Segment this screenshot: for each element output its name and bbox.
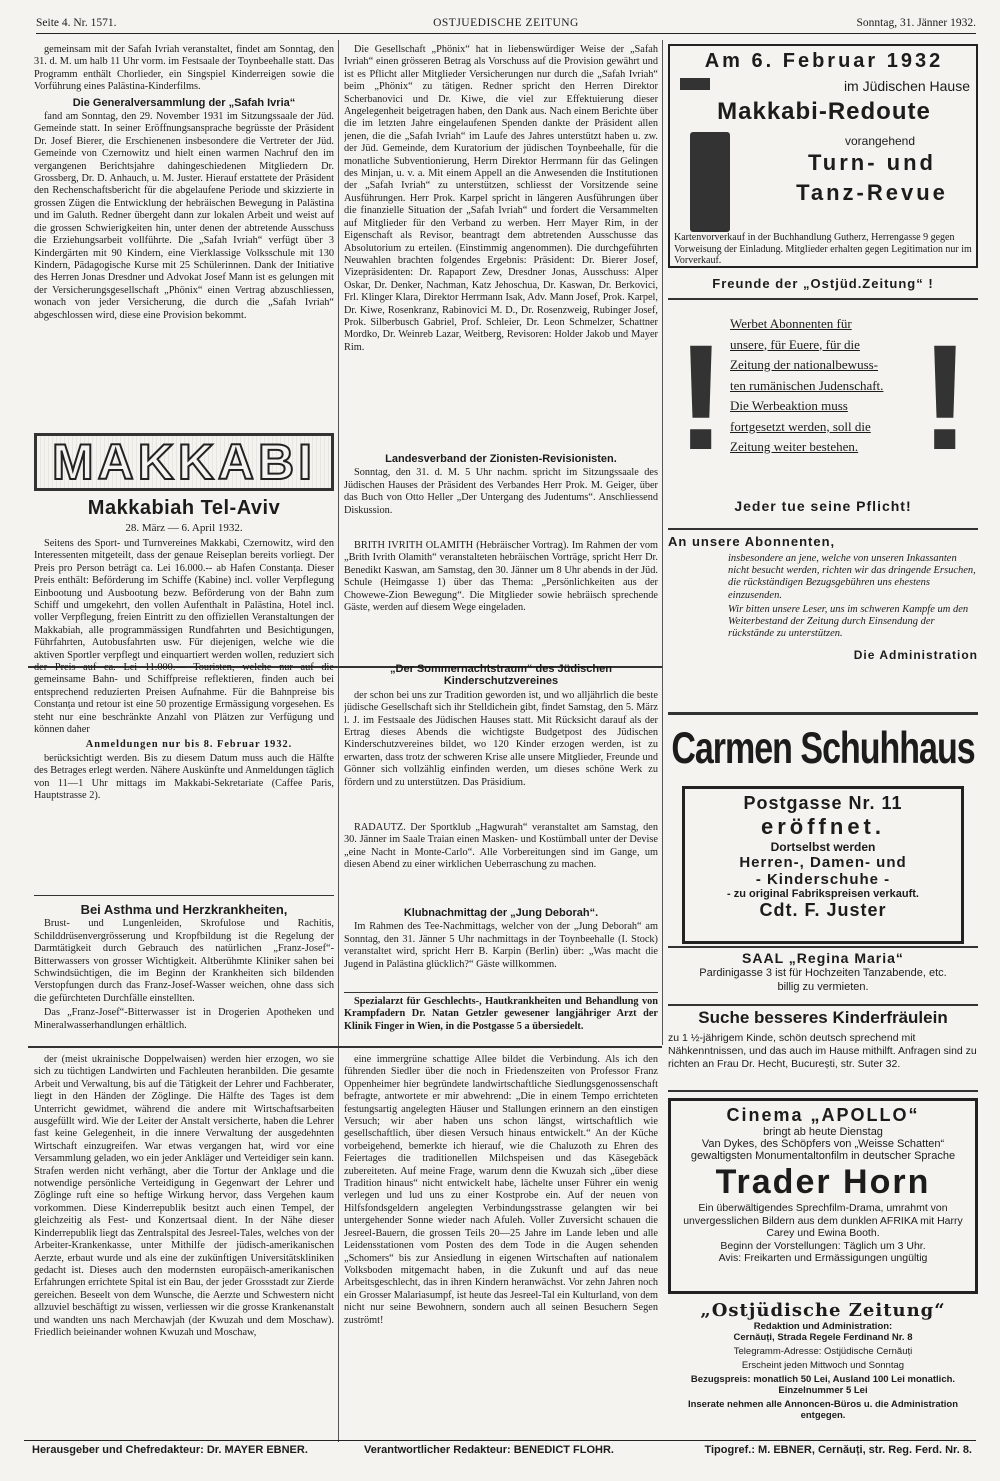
abonnenten-notice	[668, 534, 978, 712]
redoute-turn: Turn- und	[808, 150, 936, 175]
redoute-title: Makkabi-Redoute	[717, 98, 931, 125]
article-heading: Landesverband der Zionisten-Revisionisten.	[385, 453, 617, 465]
article-text: der schon bei uns zur Tradition geworden ist, und wo alljährlich die beste jüdische Gesellschaft sich ihr Stelldichein gibt, findet Samstag, den 5. März l. J. im Festsaale des Jüdischen Hauses statt. Mit Rücksicht darauf als der Ertrag dieses Abends die wichtigste Budgetpost des Jüdischen Kinderschutzvereines bildet, wo 120 Kinder erzogen werden, ist zu erwarten, dass trotz der schweren Krise alle unsere Mitglieder, Freunde und Gönner sich vollzählig einfinden werden, um dieses schöne Werk zu fördern und zu unterstützen. Das Präsidium.	[344, 689, 658, 788]
saal-text: Pardinigasse 3 ist für Hochzeiten Tanzabende, etc. billig zu vermieten.	[699, 967, 947, 993]
werbet-text	[730, 314, 920, 458]
carmen-schuhhaus-advert	[668, 720, 978, 946]
column-1-makkabiah	[34, 538, 334, 892]
article-heading: Klubnachmittag der „Jung Deborah“.	[403, 907, 599, 919]
carmen-line: Dortselbst werden	[770, 840, 876, 854]
section-rule	[668, 1004, 978, 1006]
editor-credit: Verantwortlicher Redakteur: BENEDICT FLOHR.	[364, 1444, 614, 1456]
article-text: berücksichtigt werden. Bis zu diesem Datum muss auch die Hälfte des Betrages erlegt werden. Nähere Auskünfte und Anmeldungen täglich von 11—1 Uhr mittags im Makkabi-Sekretariate (Caffee Paris, Hauptstrasse 2).	[34, 752, 334, 802]
section-rule	[668, 528, 978, 530]
advert-text: Brust- und Lungenleiden, Skrofulose und Rachitis, Schilddrüsenvergrösserung und Kropfbildung ist die Regelung der Darmtätigkeit durch Gebrauch des natürlichen „Franz-Josef“-Bitterwassers von grosser Wichtigkeit. Altberühmte Kliniker sahen bei Schwindsüchtigen, die im Beginn der Krankheiten sich bildenden Verstopfungen durch das Franz-Josef-Wasser weichen, ohne dass sich die gefürchteten Durchfälle einstellten.	[34, 918, 334, 1004]
advert-text: Spezialarzt für Geschlechts-, Hautkrankheiten und Behandlung von Krampfadern Dr. Natan Getzler gewesener langjähriger Arzt der Klinik Finger in Wien, in die Postgasse 5 a übersiedelt.	[344, 996, 658, 1032]
abo-heading: An unsere Abonnenten,	[668, 534, 836, 549]
page-number: Seite 4. Nr. 1571.	[36, 17, 117, 29]
cinema-line: Avis: Freikarten und Ermässigungen ungültig	[718, 1251, 928, 1264]
section-rule	[34, 895, 334, 896]
carmen-opened: eröffnet.	[761, 814, 885, 839]
article-text: der (meist ukrainische Doppelwaisen) werden hier erzogen, wo sie sich zu tüchtigen Landwirten und Fachleuten heranbilden. Die gesamte Arbeit und Verwaltung, bis auf die Tätigkeit der Lehrer und Fachberater, liegt in den Händen der Zöglinge. Die Hälfte des Tages ist dem Unterricht gewidmet, während die andere mit Wirtschaftsarbeiten ausgefüllt wird. Wie der Leiter der Anstalt versicherte, haben die Lehrer fast keine Gelegenheit, in die innere Verwaltung der ausgedehnten Wirtschaft einzugreifen. War etwas vergangen hat, wird vor eine Versammlung geladen, wo ein jeder Ankläger und Verteidiger sein kann. Strafen werden nicht verhängt, aber die Tortur der Anklage und die notwendige persönliche Verteidigung in Gegenwart der Lehrer und Zöglinge ruft eine so heftige Wirkung hervor, dass Vergehen kaum vorkommen. Diese Kinderrepublik besitzt auch einen Tempel, der gleichzeitig als Fest- und Konzertsaal dient. In der Nähe dieser Kinderrepublik liegt das Zentralspital des Jesreel-Tales, welches von der Arbeiter-Krankenkasse, unter Mithilfe der jüdisch-amerikanischen Aerzte, erbaut wurde und als eine der zukünftigen Universitätskliniken gedacht ist. Dieses auch den modernsten europäisch-amerikanischen Erfahrungen errichtete Spital ist ein Bau, der jeder Grossstadt zur Zierde gereichen. Beseelt von dem Wunsche, die Aerzte und Schwestern nicht allzuviel beschäftigt zu wissen, verliessen wir die grosse Krankenanstalt und wandten uns nach Merchawjah (der Kwuzah und dem Moschaw). Friedlich beieinander wohnen Kwuzah und Moschaw,	[34, 1054, 334, 1338]
article-text: RADAUTZ. Der Sportklub „Hagwurah“ veranstaltet am Samstag, den 30. Jänner im Saale Traian einen Masken- und Kostümball unter der Devise „eine Nacht in Monte-Carlo“. Alle Vorbereitungen sind im Gange, um diesen Abend zu einer wirklichen Ueberraschung zu machen.	[344, 822, 658, 871]
running-header	[36, 14, 976, 34]
carmen-title: Carmen Schuhhaus	[671, 724, 975, 774]
werbet-line: Zeitung weiter bestehen.	[730, 439, 859, 454]
article-text: Sonntag, den 31. d. M. 5 Uhr nachm. spricht im Sitzungssaale des Jüdischen Hauses der Präsident des Verbandes Herr Prok. M. Geiger, über das Buch von Otto Heller „Der Untergang des Judentums“. Anschliessend Diskussion.	[344, 467, 658, 516]
freunde-heading: Freunde der „Ostjüd.Zeitung“ !	[712, 276, 934, 291]
werbet-advert	[668, 304, 978, 528]
carmen-line: - zu original Fabrikspreisen verkauft.	[727, 888, 919, 900]
registration-deadline: Anmeldungen nur bis 8. Februar 1932.	[85, 738, 293, 750]
publisher-credit: Herausgeber und Chefredakteur: Dr. MAYER EBNER.	[32, 1444, 308, 1456]
makkabi-logo: MAKKABI	[34, 433, 334, 491]
landesverband-article	[344, 450, 658, 536]
article-text: Im Rahmen des Tee-Nachmittags, welcher von der „Jung Deborah“ am Sonntag, den 31. Jänner 5 Uhr nachmittags in der Toynbeehalle (I. Stock) veranstaltet wird, spricht Herr B. Karpin (Berlin) über: „Was macht die Jugend in Palästina glücklich?“ Gäste willkommen.	[344, 921, 658, 970]
article-text: fand am Sonntag, den 29. November 1931 im Sitzungssaale der Jüd. Gemeinde statt. In seiner Eröffnungsansprache begrüsste der Präsident Dr. Josef Bierer, die Erschienenen insbesondere die Vertreter der Jüd. Gemeinde von Czernowitz und hielt einen warmen Nachruf den im vergangenen Berichtsjahre dahingeschiedenen Mitgliedern Dr. Grossberg, Dr. D. Anhauch, u. M. Juster. Hierauf erstattete der Präsident den Rechenschaftsbericht für die abgelaufene Periode und skizzierte in grossen Zügen die Entwicklung der hebräischen Bewegung in Palästina und im Galuth. Redner übergeht dann zur lokalen Arbeit und weist auf die grossen Schwierigkeiten hin, unter denen der abtretende Ausschuss die Erziehungsarbeit vollführte. Die „Safah Ivriah“ verfügt über 3 Kindergärten mit 90 Kindern, eine Vierklassige Volksschule mit 130 Kindern, Pädagogische Kurse mit 25 Schülerinnen. Dank der Initiative des Herren Jonas Dresdner und Advokat Josef Mann ist es gelungen mit der Versicherungsgesellschaft „Phönix“ einen Vertrag abzuschliessen, wonach von jeder Versicherung, die durch die „Safah Ivriah“ abgeschlossen wird, diese eine Provision bekommt.	[34, 111, 334, 321]
impressum-line: Cernăuți, Strada Regele Ferdinand Nr. 8	[733, 1332, 913, 1343]
redoute-place: im Jüdischen Hause	[843, 78, 970, 94]
werbet-line: unsere, für Euere, für die	[730, 336, 860, 352]
saal-title: SAAL „Regina Maria“	[742, 950, 904, 966]
article-text: Die Gesellschaft „Phönix“ hat in liebenswürdiger Weise der „Safah Ivriah“ einen grösseren Betrag als Vorschuss auf die Provision gewährt und ist es Pflicht aller Mitglieder Versicherungen nur durch die „Safah Ivriah“ beim „Phönix“ zu tätigen. Redner spricht den Herren Direktor Scherbanovici und Dr. Kiwe, die viel zur Effektuierung dieser Angelegenheit beigetragen haben, den Dank aus. Nach einem Berichte über die im letzten Jahre eingelaufenen Spenden dankte der Präsident allen jenen, die die „Safah Ivriah“ im Laufe des Jahres unterstützt haben u. zw. der Jüd. Gemeinde, dem Kuratorium der jüdischen Toynbeehalle, für die monatliche Subventionierung, Herrn Direktor Herrmann für das Gelingen des Minjan, u. v. a. Mit einem Appell an die Anwesenden die Institutionen der „Safah Ivriah“ zu unterstützen, schliesst der Vorsitzende seine Ausführungen. Herr Prok. Karpel spricht in längeren Ausführungen über die finanzielle Situation der „Safah Ivriah“ und fordert die Versammelten auf Mitglieder für den Verband zu werben. Herr Mayer Rim, in der Eigenschaft als Revisor, beantragt dem abtretenden Ausschusse das Absolutorium zu erteilen. (Einstimmig angenommen). Die durchgeführten Neuwahlen brachten folgendes Ergebnis: Präsident: Dr. Bierer Josef, Vizepräsidenten: Dr. Rapaport Zew, Dresdner Jonas, Ausschuss: Alper Oskar, Dr. Denker, Nachman, Katz Jehoschua, Dr. Kaswan, Dr. Berkovici, Frl. Klinger Klara, Direktor Herrmann Isak, Adv. Mann Josef, Prok. Karpel, Dr. Kiwe, Rosenkranz, Rabinovici M. D., Dr. Rosenzweig, Rubinger Josef, Prok. Silberbusch Gabriel, Prof. Schleier, Dr. Leon Schmelzer, Schattner Mordko, Dr. Weinreb Lazar, Weitberg, Revisoren: Holder Jakob und Mayer Rim.	[344, 44, 658, 353]
abo-signature: Die Administration	[853, 648, 978, 663]
cinema-line: bringt ab heute Dienstag	[763, 1126, 883, 1138]
jung-deborah-article	[344, 904, 658, 990]
cinema-film-title: Trader Horn	[715, 1163, 931, 1201]
makkabi-redoute-advert	[668, 44, 978, 268]
section-rule	[344, 992, 658, 993]
brith-ivrith-article	[344, 540, 658, 658]
section-rule	[668, 712, 978, 715]
column-2-top	[344, 44, 658, 444]
section-rule	[28, 1046, 662, 1048]
cinema-line: Beginn der Vorstellungen: Täglich um 3 Uhr.	[720, 1239, 926, 1252]
cinema-title: Cinema „APOLLO“	[726, 1105, 920, 1125]
advert-text: Das „Franz-Josef“-Bitterwasser ist in Drogerien Apotheken und Mineralwasserhandlungen erhältlich.	[34, 1007, 334, 1031]
issue-date: Sonntag, 31. Jänner 1932.	[856, 17, 976, 29]
abo-text: Wir bitten unsere Leser, uns im schweren Kampfe um den Weiterbestand der Zeitung durch Einsendung der rückstände zu unterstützen.	[728, 603, 969, 640]
asthma-heading: Bei Asthma und Herzkrankheiten,	[80, 902, 288, 917]
redoute-tanz: Tanz-Revue	[796, 180, 948, 205]
section-rule	[668, 298, 978, 300]
section-rule	[668, 1090, 978, 1092]
cinema-line: gewaltigsten Monumentaltonfilm in deutscher Sprache	[690, 1150, 956, 1162]
redoute-preceding: vorangehend	[844, 134, 916, 148]
cinema-line: Van Dykes, des Schöpfers von „Weisse Schatten“	[701, 1138, 945, 1150]
cinema-apollo-advert	[668, 1098, 978, 1294]
column-rule	[662, 665, 663, 1045]
werbet-line: Die Werbeaktion muss	[730, 398, 848, 413]
article-heading: „Der Sommernachtstraum“ des Jüdischen Kinderschutzvereines	[390, 663, 612, 688]
asthma-advert	[34, 901, 334, 1041]
redoute-date: Am 6. Februar 1932	[704, 50, 944, 72]
column-rule	[662, 40, 663, 665]
impressum-title: „Ostjüdische Zeitung“	[700, 1300, 946, 1321]
carmen-line: - Kinderschuhe -	[755, 871, 891, 888]
pflicht-text: Jeder tue seine Pflicht!	[734, 498, 912, 514]
such-text: zu 1 ½-jährigem Kinde, schön deutsch sprechend mit Nähkenntnissen, und das auch im Hause mithilft. Anfragen sind zu richten an Frau Dr. Hecht, București, str. Suter 32.	[668, 1032, 977, 1070]
article-text: Seitens des Sport- und Turnvereines Makkabi, Czernowitz, wird den Interessenten mitgeteilt, dass der genaue Reiseplan bereits vorliegt. Der Preis pro Person beträgt ca. Lei 16.000.-- ab Hafen Constanța. Dieser Preis enthält: Beförderung im Schiffe (Kabine) incl. voller Verpflegung Einbootung und Ausbootung bezw. Beförderung von der Bahn zum Schiff und umgekehrt, den vollen Aufenthalt in Palästina, Hotel incl. voller Verpflegung, freien Eintritt zu den offiziellen Veranstaltungen der Makkabiah, alle programmässigen Rundfahrten und Besichtigungen, Führfahrten, Autobusfahrten usw. Für diejenigen, welche wie die aktiven Sportler verpflegt und einquartiert werden wollen, reduziert sich der Preis auf ca. Lei 11.000.— Touristen, welche nur auf die gemeinsame Bahn- und Schiffpreise reflektieren, finden auch bei entsprechend reduzierten Preisen Aufnahme. Für die Bahnpreise bis Constanța und retour ist eine 50 prozentige Ermässigung vorgesehen. Es steht nur eine beschränkte Anzahl von Plätzen zur Verfügung und können daher	[34, 538, 334, 736]
cinema-line: Ein überwältigendes Sprechfilm-Drama, umrahmt von unvergesslichen Bildern aus dem dunklen AFRIKA mit Harry Carey und Ewina Booth.	[683, 1202, 963, 1239]
article-text: gemeinsam mit der Safah Ivriah veranstaltet, findet am Sonntag, den 31. d. M. um halb 11 Uhr vorm. im Festsaale der Toynbeehalle statt. Das Programm enthält Chorlieder, ein Singspiel Kinderreigen sowie die Vorführung eines Palästina-Kinderfilms.	[34, 44, 334, 93]
werbet-line: Werbet Abonnenten für	[730, 316, 852, 331]
spezialarzt-advert	[344, 996, 658, 1044]
impressum-line: Redaktion und Administration:	[753, 1321, 893, 1332]
column-rule	[338, 40, 339, 1442]
decorative-bar	[680, 78, 710, 90]
carmen-address: Postgasse Nr. 11	[743, 793, 903, 813]
carmen-box	[682, 786, 964, 944]
exclamation-right-icon: !	[920, 313, 970, 481]
impressum-line: Inserate nehmen alle Annoncen-Büros u. die Administration entgegen.	[687, 1399, 959, 1421]
exclamation-mark-icon	[690, 132, 730, 232]
article-text: eine immergrüne schattige Allee bildet die Verbindung. Als ich den führenden Siedler über die noch in Friedenszeiten von Professor Franz Oppenheimer hier begründete landwirtschaftliche Siedlungsgenossenschaft befragte, antwortete er mir abwehrend: „Die in einem Tempo errichteten festungsartig angelegten Häuser und Stallungen erinnern an den einstigen Versuch; wir aber haben uns schon längst, wirtschaftlich wie gesellschaftlich, über diesen Versuch hinaus entwickelt.“ An der Küche vorbeigehend, bemerkte ich hierauf, wie die Chaluzoth zu Ehren des Feiertages die traditionellen Milchspeisen und das Käsegebäck zubereiteten. Auf meine Frage, warum denn die Kwuzah sich „über diese Tradition hinaus“ nicht entwickelt habe, lächelte unser Führer ein wenig verlegen und lud uns zu einer Kostprobe ein. Auf der neuen von Hilfsfondsgeldern angelegten Verbindungsstrasse gelangten wir bei untergehender Sonne wieder nach Afuleh. Voller Zuversicht schauen die Jesreel-Bauern, die grossen Teils 20—25 Jahre im Lande leben und alle Leidensstationen vom Posten des dem Tode in die Augen sehenden „Schomers“ bis zur Ansiedlung in eigenen Wirtschaften auf nationalem Volksboden mitgemacht haben, in die Zukunft und auf das neue Arbeitsgeschlecht, das in ihren Kindern heranwächst. Vor zehn Jahren noch ein Grosser Malariasumpf, ist heute das Jesreel-Tal ein Kulturland, von dem nicht nur seine Bewohnern, sondern auch all seinen Besuchern Segen zuströmt!	[344, 1054, 658, 1326]
carmen-owner: Cdt. F. Juster	[759, 900, 887, 920]
page-footer	[24, 1440, 976, 1458]
redoute-text: Kartenvorverkauf in der Buchhandlung Gutherz, Herrengasse 9 gegen Vorweisung der Einladung. Mitglieder erhalten gegen Legitimation nur im Vorverkauf.	[674, 232, 972, 266]
saal-advert	[668, 950, 978, 1002]
column-1-top	[34, 44, 334, 428]
section-rule	[668, 946, 978, 948]
radautz-article	[344, 822, 658, 900]
werbet-line: ten rumänischen Judenschaft.	[730, 377, 884, 393]
exclamation-left-icon: !	[676, 313, 726, 481]
carmen-line: Herren-, Damen- und	[739, 854, 907, 871]
bottom-article-mid	[344, 1054, 658, 1438]
abo-text: insbesondere an jene, welche von unseren Inkassanten nicht besucht werden, richten wir das dringende Ersuchen, die rückständigen Bezugsgebühren uns ehestens einzusenden.	[728, 553, 976, 601]
bottom-article-left	[34, 1054, 334, 1438]
makkabiah-date: 28. März — 6. April 1932.	[125, 522, 243, 534]
article-text: BRITH IVRITH OLAMITH (Hebräischer Vortrag). Im Rahmen der vom „Brith Ivrith Olamith“ veranstalteten hebräischen Vorträge, spricht Herr Dr. Benedikt Kaswan, am Samstag, den 30. Jänner um 8 Uhr abends in der Jüd. Schule (Heimgasse 1) über das Thema: „Persönlichkeiten aus der Chowewe-Zion Bewegung“. Die Mitglieder sowie hebräisch sprechende Gäste, werden auf diesem Wege eingeladen.	[344, 540, 658, 614]
werbet-line: Zeitung der nationalbewuss-	[730, 357, 879, 372]
impressum-line: Telegramm-Adresse: Ostjüdische Cernăuți	[733, 1346, 913, 1357]
printer-credit: Tipogref.: M. EBNER, Cernăuți, str. Reg. Ferd. Nr. 8.	[704, 1444, 972, 1456]
impressum-line: Bezugspreis: monatlich 50 Lei, Ausland 100 Lei monatlich. Einzelnummer 5 Lei	[690, 1374, 956, 1396]
makkabiah-heading: Makkabiah Tel-Aviv	[87, 497, 281, 519]
impressum-line: Erscheint jeden Mittwoch und Sonntag	[741, 1360, 905, 1371]
paper-name: OSTJUEDISCHE ZEITUNG	[433, 17, 579, 29]
ostjuedische-zeitung-impressum	[668, 1300, 978, 1438]
kinderfraeulein-advert	[668, 1008, 978, 1088]
article-heading: Die Generalversammlung der „Safah Ivria“	[72, 96, 296, 109]
werbet-line: fortgesetzt werden, soll die	[730, 418, 871, 434]
such-title: Suche besseres Kinderfräulein	[698, 1008, 948, 1027]
sommernachtstraum-article	[344, 660, 658, 818]
